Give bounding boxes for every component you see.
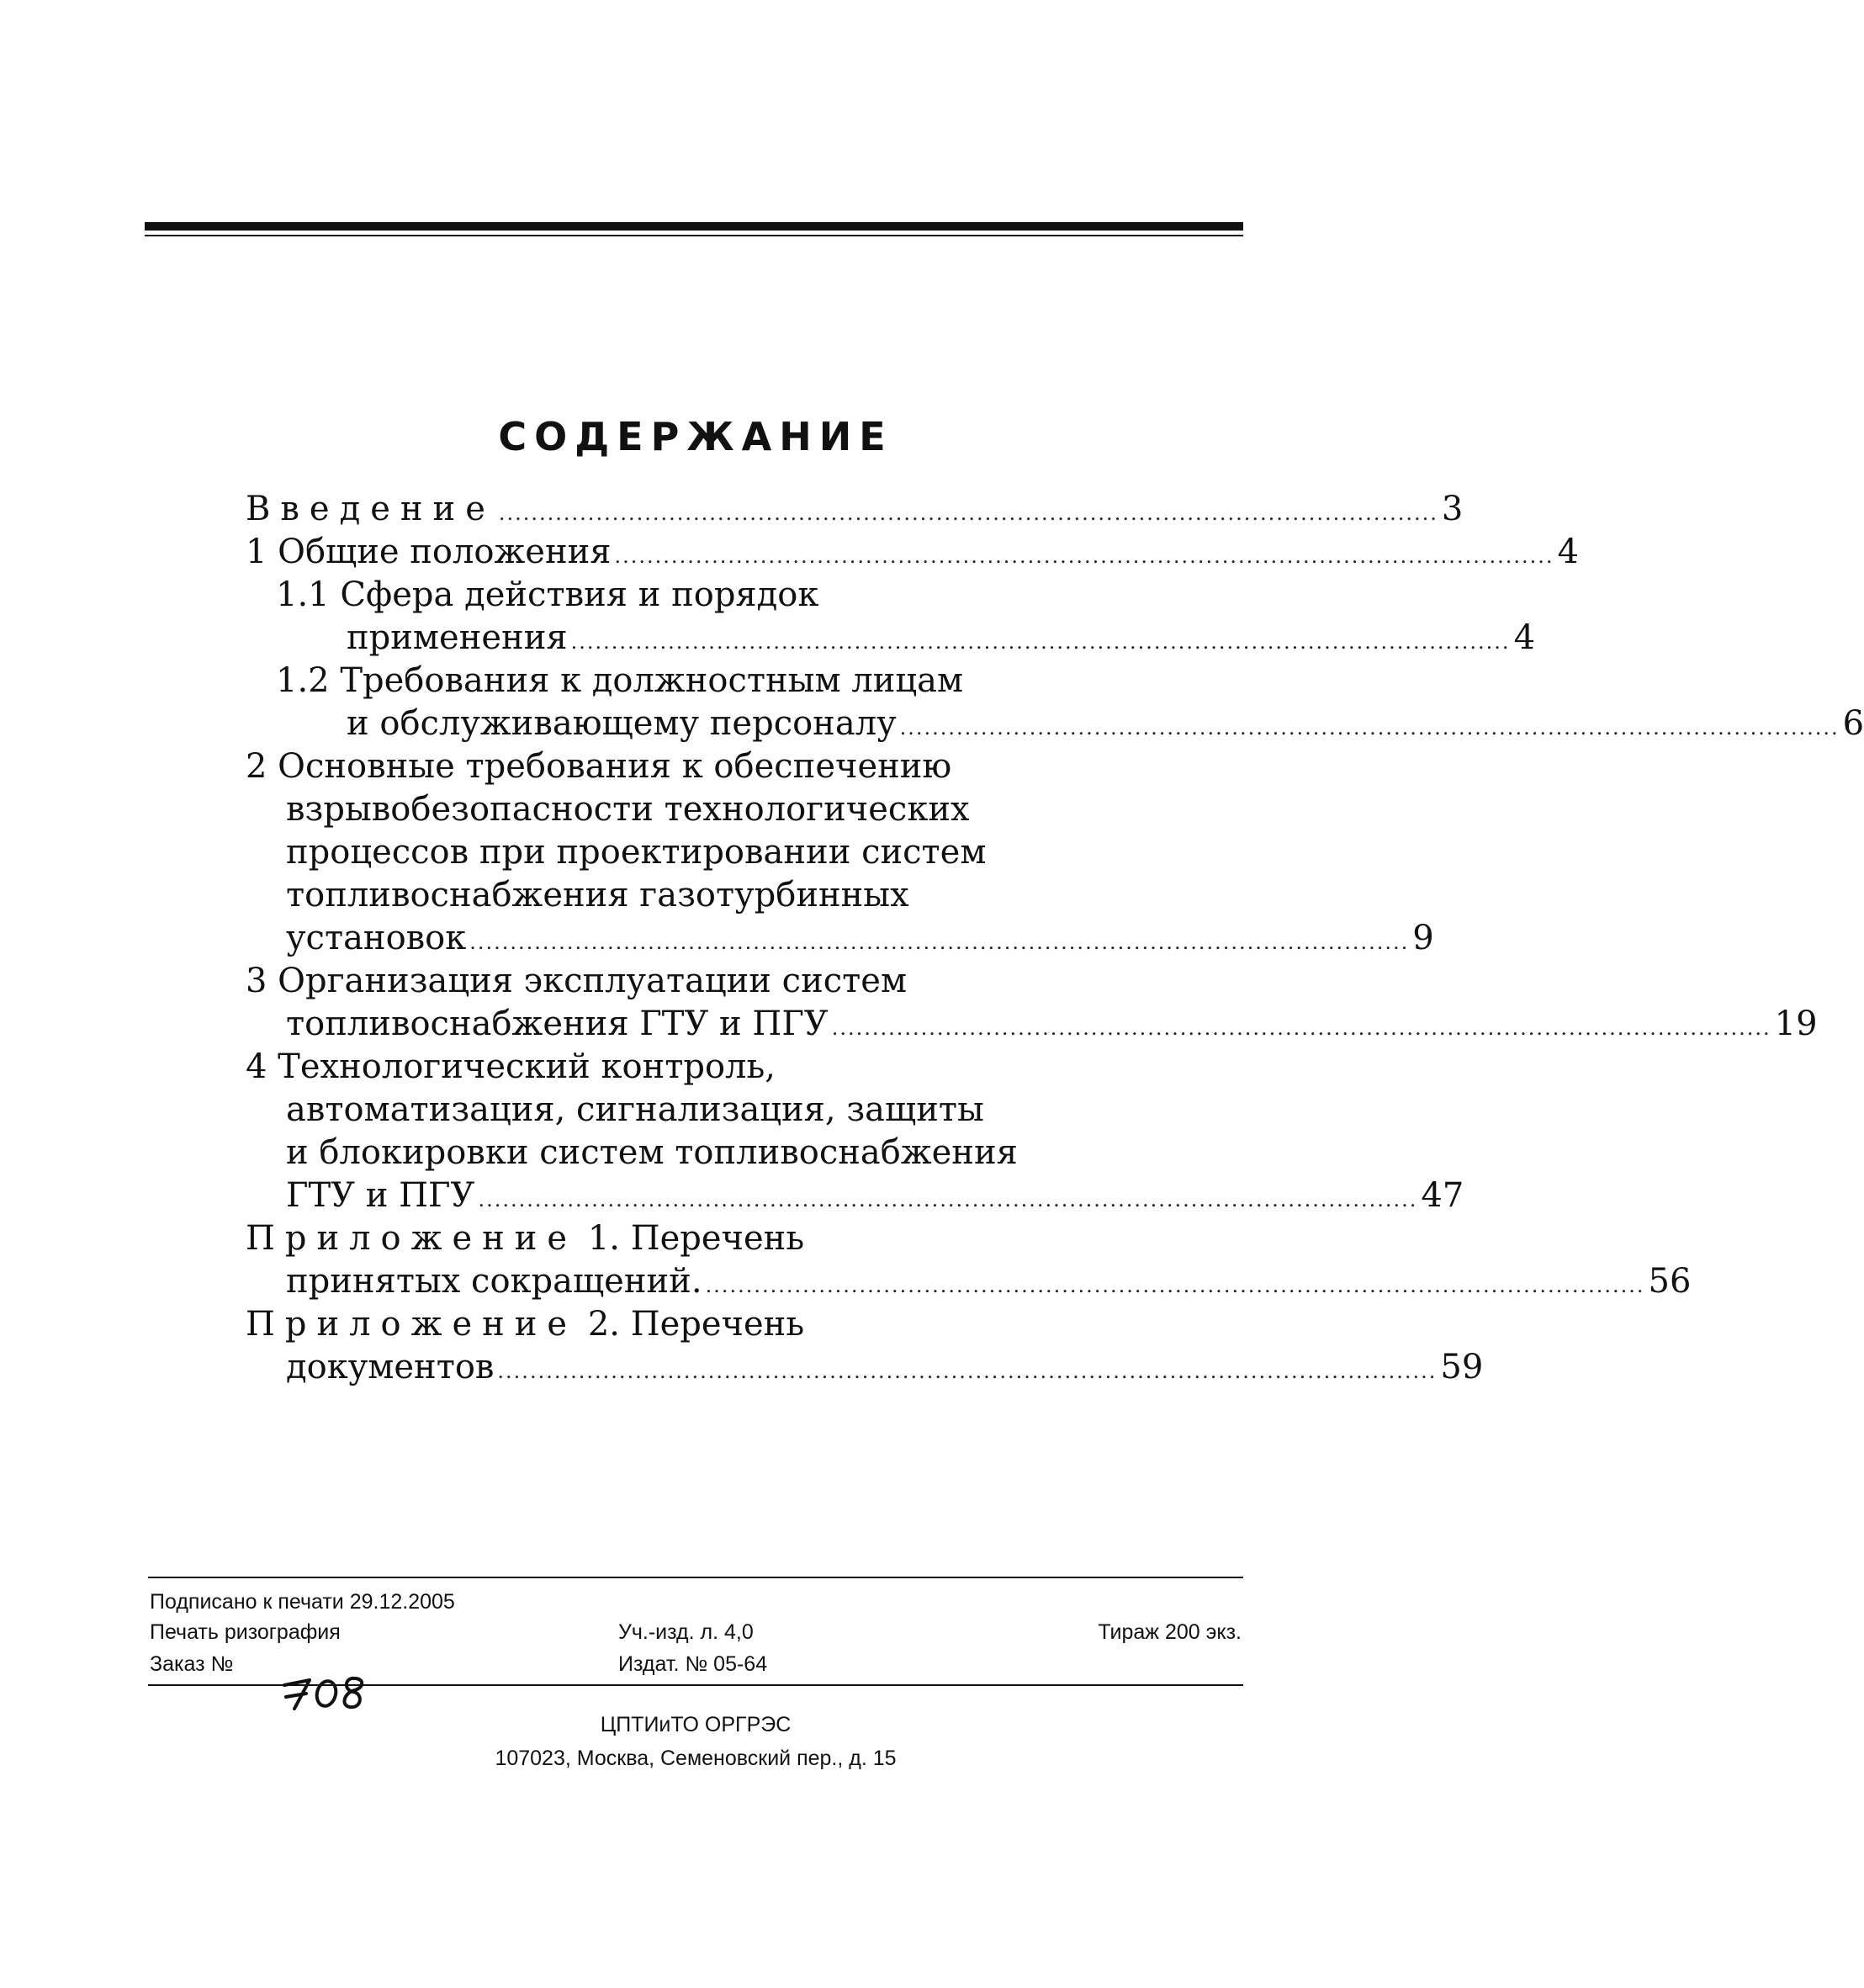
toc-entry-text: процессов при проектировании систем [286, 833, 987, 872]
dot-leader: .................................................................................................................... [705, 1274, 1645, 1297]
dot-leader: .................................................................................................................... [614, 544, 1554, 568]
toc-page-number: 3 [1441, 490, 1464, 528]
toc-page-number: 56 [1648, 1262, 1692, 1301]
toc-entry-2-cont[interactable] [246, 874, 1142, 917]
toc-entry-1-1[interactable] [246, 574, 1142, 617]
toc-entry-appendix-2-cont[interactable] [246, 1346, 1484, 1389]
toc-page-number: 4 [1513, 618, 1536, 657]
imprint-rule-top [148, 1577, 1243, 1578]
toc-entry-intro[interactable] [246, 488, 1464, 531]
toc-entry-text: взрывобезопасности технологических [286, 790, 970, 829]
dot-leader: .................................................................................................................... [497, 1360, 1438, 1383]
toc-entry-1-2-cont[interactable] [246, 702, 1864, 745]
handwritten-order-number [278, 1668, 370, 1715]
toc-entry-3[interactable] [246, 960, 1142, 1003]
toc-appendix-label: Приложение [246, 1305, 578, 1344]
toc-appendix-label: Приложение [246, 1219, 578, 1258]
dot-leader: .................................................................................................................... [899, 716, 1840, 740]
toc-entry-text: принятых сокращений. [286, 1262, 702, 1301]
top-rule-thin [145, 235, 1243, 236]
dot-leader: .................................................................................................................... [469, 930, 1410, 954]
toc-entry-text: установок [286, 919, 467, 957]
toc-entry-1[interactable] [246, 531, 1579, 574]
toc-entry-text: топливоснабжения газотурбинных [286, 876, 909, 914]
toc-page-number: 19 [1774, 1005, 1818, 1043]
dot-leader: .................................................................................................................... [478, 1188, 1418, 1211]
toc-entry-text: и блокировки систем топливоснабжения [286, 1133, 1018, 1172]
toc-entry-text: 1. Перечень [577, 1219, 805, 1258]
toc-entry-text: 4 Технологический контроль, [246, 1047, 776, 1086]
toc-entry-4-cont[interactable] [246, 1132, 1142, 1174]
toc-entry-3-cont[interactable] [246, 1003, 1818, 1046]
toc-entry-text: автоматизация, сигнализация, защиты [286, 1090, 984, 1129]
toc-entry-1-1-cont[interactable] [246, 617, 1536, 660]
dot-leader: .................................................................................................................... [570, 630, 1511, 654]
toc-entry-text: 1 Общие положения [246, 533, 612, 571]
dot-leader: .................................................................................................................... [831, 1016, 1771, 1040]
toc-entry-text: 2. Перечень [577, 1305, 805, 1344]
publishing-number: Издат. № 05-64 [618, 1652, 768, 1676]
toc-page-number: 6 [1842, 704, 1864, 743]
print-type: Печать ризография [150, 1620, 341, 1644]
order-label: Заказ № [150, 1652, 234, 1676]
toc-page-number: 59 [1440, 1348, 1484, 1386]
publisher-address: 107023, Москва, Семеновский пер., д. 15 [495, 1747, 897, 1770]
toc-entry-1-2[interactable] [246, 660, 1142, 702]
toc-entry-appendix-2[interactable] [246, 1303, 1142, 1346]
toc-entry-text: и обслуживающему персоналу [347, 704, 897, 743]
circulation: Тираж 200 экз. [1098, 1620, 1242, 1644]
toc-entry-text: Введение [246, 490, 495, 528]
toc-page-number: 4 [1557, 533, 1579, 571]
imprint-rule-bottom [148, 1684, 1243, 1686]
toc-title: СОДЕРЖАНИЕ [498, 414, 893, 459]
toc-entry-2-cont[interactable] [246, 917, 1434, 960]
toc-entry-4[interactable] [246, 1046, 1142, 1089]
publisher-name: ЦПТИиТО ОРГРЭС [600, 1713, 792, 1736]
toc-entry-text: документов [286, 1348, 495, 1386]
toc-entry-text: применения [347, 618, 568, 657]
toc-page-number: 47 [1421, 1176, 1464, 1215]
top-rule-thick [145, 222, 1243, 231]
toc-entry-text: топливоснабжения ГТУ и ПГУ [286, 1005, 829, 1043]
toc-entry-text: 2 Основные требования к обеспечению [246, 747, 952, 786]
table-of-contents [246, 488, 1864, 1389]
toc-entry-text: 1.2 Требования к должностным лицам [276, 661, 964, 700]
toc-entry-2-cont[interactable] [246, 831, 1142, 874]
toc-entry-text: 3 Организация эксплуатации систем [246, 962, 908, 1000]
toc-page-number: 9 [1412, 919, 1434, 957]
publishing-sheets: Уч.-изд. л. 4,0 [618, 1620, 754, 1644]
signed-date: Подписано к печати 29.12.2005 [150, 1590, 455, 1614]
toc-entry-appendix-1[interactable] [246, 1217, 1142, 1260]
toc-entry-2-cont[interactable] [246, 788, 1142, 831]
dot-leader: .................................................................................................................... [498, 501, 1438, 525]
toc-entry-text: 1.1 Сфера действия и порядок [276, 575, 819, 614]
toc-entry-4-cont[interactable] [246, 1174, 1464, 1217]
toc-entry-appendix-1-cont[interactable] [246, 1260, 1692, 1303]
toc-entry-2[interactable] [246, 745, 1142, 788]
toc-entry-4-cont[interactable] [246, 1089, 1142, 1132]
toc-entry-text: ГТУ и ПГУ [286, 1176, 475, 1215]
